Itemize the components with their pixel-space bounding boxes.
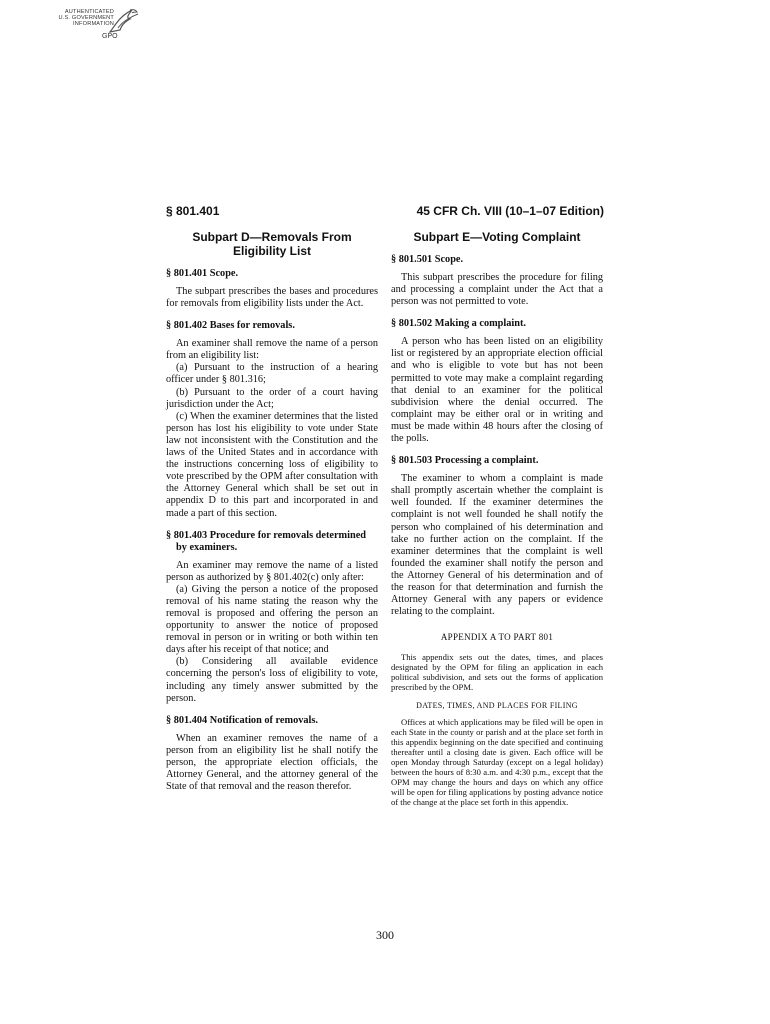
section-801-402-para-c: (c) When the examiner determines that the listed person has lost his eligibility to vote under State law not inconsistent with the Constitution and the laws of the United States and in accordance with the instructions concerning loss of eligibility to vote prescribed by the OPM after consultation with the Attorney General which shall be set out in appendix D to this part and incorporated in and made a part of this section. xyxy=(166,410,378,519)
section-801-402-para-a: (a) Pursuant to the instruction of a hearing officer under § 801.316; xyxy=(166,362,378,386)
appendix-a-intro: This appendix sets out the dates, times, and places designated by the OPM for filing an application in each political subdivision, and sets out the forms of application prescribed by the OPM. xyxy=(391,652,603,693)
section-801-502-heading: § 801.502 Making a complaint. xyxy=(391,318,527,330)
section-801-503-heading: § 801.503 Processing a complaint. xyxy=(391,455,539,467)
running-head-title: 45 CFR Ch. VIII (10–1–07 Edition) xyxy=(416,204,604,218)
section-801-501-heading: § 801.501 Scope. xyxy=(391,254,464,265)
eagle-icon xyxy=(106,6,142,36)
section-801-402-para-1: An examiner shall remove the name of a person from an eligibility list: xyxy=(166,338,378,362)
section-801-403-para-b: (b) Considering all available evidence concerning the person's loss of eligibility to vote, including any timely answer submitted by the person. xyxy=(166,656,378,704)
running-head-section: § 801.401 xyxy=(166,204,220,218)
section-801-502-text: A person who has been listed on an eligibility list or registered by an appropriate election official and who is eligible to vote but has not been permitted to vote may make a complaint regarding that denial to an examiner for the political subdivision where the denial occurred. The complaint may be either oral or in writing and must be made within 48 hours after the closing of the polls. xyxy=(391,336,603,445)
section-801-402-para-b: (b) Pursuant to the order of a court having jurisdiction under the Act; xyxy=(166,386,378,410)
section-801-401-heading: § 801.401 Scope. xyxy=(166,268,239,279)
right-column xyxy=(391,226,603,807)
appendix-a-subheading: DATES, TIMES, AND PLACES FOR FILING xyxy=(416,701,578,711)
subpart-e-title: Subpart E—Voting Complaint xyxy=(413,230,581,244)
section-801-503-text: The examiner to whom a complaint is made shall promptly ascertain whether the complaint is well founded. If the examiner determines the complaint is not well founded he shall notify the person who complained of his determination and take no further action on the complaint. If the examiner determines that the complaint is well founded the examiner shall notify the person and the Attorney General of his determination and of the reason for that determination and furnish the Attorney General with any papers or evidence relating to the complaint. xyxy=(391,473,603,618)
appendix-a-body: Offices at which applications may be filed will be open in each State in the county or parish and at the place set forth in this appendix beginning on the date specified and continuing thereafter until a closing date is given. Each office will be open Monday through Saturday (except on a legal holiday) between the hours of 8:30 a.m. and 4:30 p.m., except that the OPM may change the hours and days on which any office will be open for filing applications by posting advance notice of the change at the place set forth in this appendix. xyxy=(391,717,603,808)
section-801-403-para-1: An examiner may remove the name of a listed person as authorized by § 801.402(c) only after: xyxy=(166,559,378,583)
logo-line-3: INFORMATION xyxy=(73,21,114,27)
section-801-403-para-a: (a) Giving the person a notice of the proposed removal of his name stating the reason why the removal is proposed and offering the person an opportunity to answer the notice of proposed removal in person or in writing or both within ten days after his receipt of that notice; and xyxy=(166,583,378,656)
section-801-404-text: When an examiner removes the name of a person from an eligibility list he shall notify the person, the appropriate election officials, the Attorney General, and the attorney general of the State of that removal and the reason therefor. xyxy=(166,732,378,793)
section-801-403-heading: § 801.403 Procedure for removals determined by examiners. xyxy=(166,529,366,553)
section-801-404-heading: § 801.404 Notification of removals. xyxy=(166,714,318,726)
section-801-401-text: The subpart prescribes the bases and procedures for removals from eligibility lists under the Act. xyxy=(166,286,378,310)
page-number: 300 xyxy=(376,928,394,942)
appendix-a-title: APPENDIX A TO PART 801 xyxy=(440,632,554,643)
gpo-authentication-logo xyxy=(58,6,142,46)
logo-line-2: U.S. GOVERNMENT xyxy=(58,15,114,21)
subpart-d-title: Subpart D—Removals From Eligibility List xyxy=(192,230,352,258)
logo-line-1: AUTHENTICATED xyxy=(64,9,114,15)
section-801-402-heading: § 801.402 Bases for removals. xyxy=(166,320,295,332)
section-801-501-text: This subpart prescribes the procedure for filing and processing a complaint under the Act that a person was not permitted to vote. xyxy=(391,272,603,308)
left-column xyxy=(166,226,378,793)
logo-gpo: GPO xyxy=(102,33,118,40)
